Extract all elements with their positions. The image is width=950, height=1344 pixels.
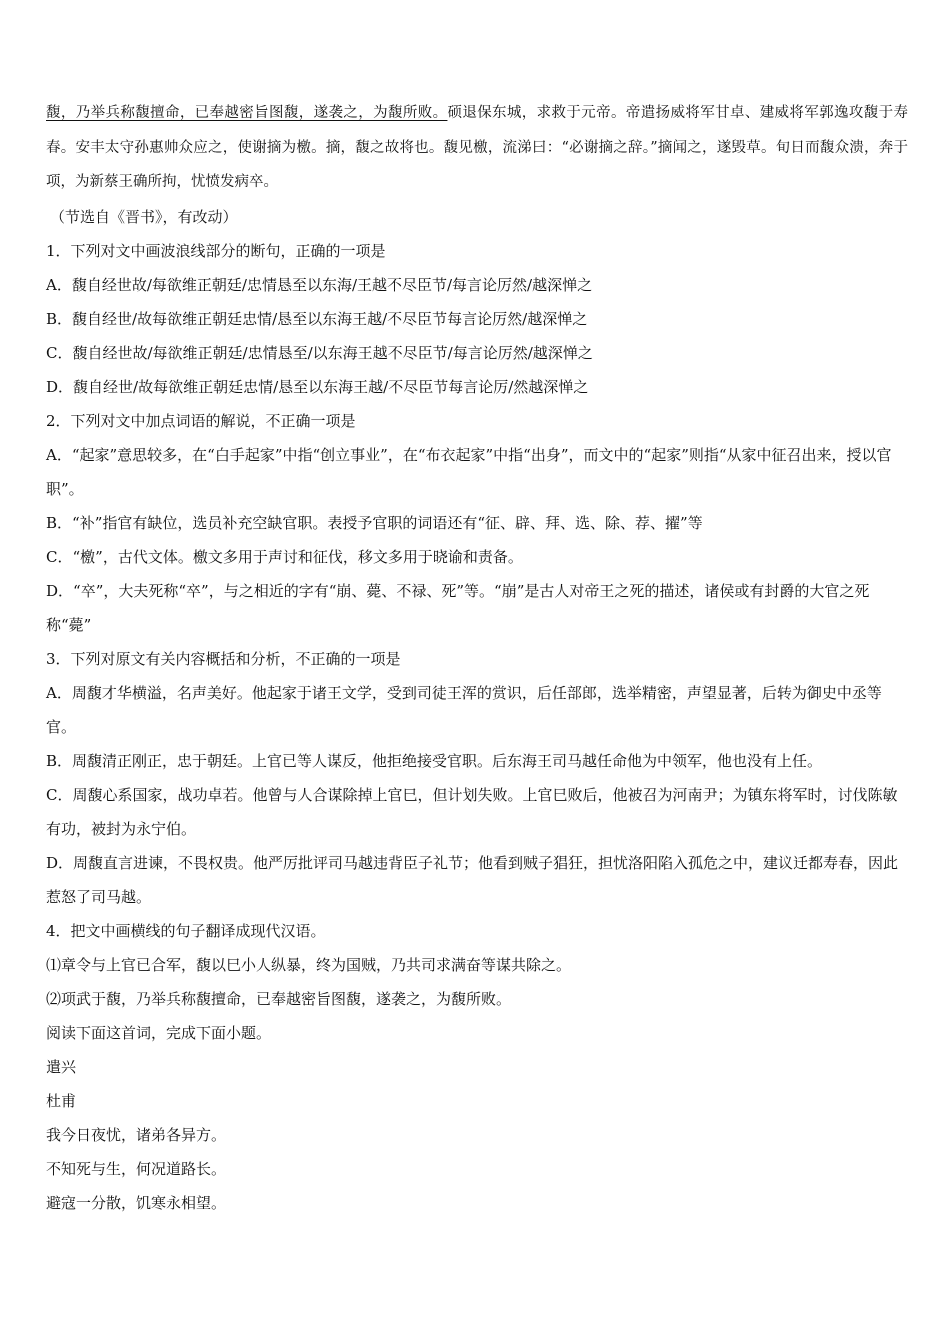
q4-stem: 4．把文中画横线的句子翻译成现代汉语。 [46,921,326,940]
q1-option-b: B．馥自经世/故每欲维正朝廷忠情/恳至以东海王越/不尽臣节每言论厉然/越深惮之 [46,309,588,328]
q1-option-d: D．馥自经世/故每欲维正朝廷忠情/恳至以东海王越/不尽臣节每言论厉/然越深惮之 [46,377,589,396]
underlined-sentence: 馥，乃举兵称馥擅命，已奉越密旨图馥，遂袭之，为馥所败。 [46,105,448,121]
q3-stem: 3．下列对原文有关内容概括和分析，不正确的一项是 [46,649,401,668]
poem-line: 避寇一分散，饥寒永相望。 [46,1193,227,1212]
q1-stem: 1．下列对文中画波浪线部分的断句，正确的一项是 [46,241,386,260]
q2-option-d: D．“卒”，大夫死称“卒”，与之相近的字有“崩、薨、不禄、死”等。“崩”是古人对帝王之死的描述，诸侯或有封爵的大官之死称“薨” [46,581,870,634]
poem-title: 遣兴 [46,1057,77,1076]
q4-sentence-2: ⑵项武于馥，乃举兵称馥擅命，已奉越密旨图馥，遂袭之，为馥所败。 [46,989,512,1008]
q3-option-b: B．周馥清正刚正，忠于朝廷。上官已等人谋反，他拒绝接受官职。后东海王司马越任命他为中领军，他也没有上任。 [46,751,823,770]
passage-source: （节选自《晋书》，有改动） [50,207,238,226]
passage-rest: 馥于寿春。安丰太守孙惠帅众应之，使谢摘为檄。摘，馥之故将也。馥见檄，流涕曰：“必谢摘之辞。”摘闻之，遂毁草。旬日而馥众溃，奔于项，为新蔡王确所拘，忧愤发病卒。 [46,105,909,190]
poem-intro: 阅读下面这首词，完成下面小题。 [46,1023,272,1042]
q3-option-a: A．周馥才华横溢，名声美好。他起家于诸王文学，受到司徒王浑的赏识，后任部郎，选举精密，声望显著，后转为御史中丞等官。 [46,683,882,736]
poem-author: 杜甫 [46,1091,77,1110]
q4-sentence-1: ⑴章令与上官已合军，馥以巳小人纵暴，终为国贼，乃共司求满奋等谋共除之。 [46,955,572,974]
poem-line: 我今日夜忧，诸弟各异方。 [46,1125,227,1144]
q2-stem: 2．下列对文中加点词语的解说，不正确一项是 [46,411,356,430]
q1-option-a: A．馥自经世故/每欲维正朝廷/忠情恳至以东海/王越不尽臣节/每言论厉然/越深惮之 [46,275,593,294]
q3-option-d: D．周馥直言进谏，不畏权贵。他严厉批评司马越违背臣子礼节；他看到贼子猖狂，担忧洛阳陷入孤危之中，建议迁都寿春，因此惹怒了司马越。 [46,853,899,906]
passage-text [46,96,908,200]
q2-option-a: A．“起家”意思较多，在“白手起家”中指“创立事业”，在“布衣起家”中指“出身”，而文中的“起家”则指“从家中征召出来，授以官职”。 [46,445,892,498]
document-content [46,96,908,1220]
q2-option-c: C．“檄”，古代文体。檄文多用于声讨和征伐，移文多用于晓谕和责备。 [46,547,523,566]
q3-option-c: C．周馥心系国家，战功卓若。他曾与人合谋除掉上官巳，但计划失败。上官巳败后，他被召为河南尹；为镇东将军时，讨伐陈敏有功，被封为永宁伯。 [46,785,898,838]
poem-line: 不知死与生，何况道路长。 [46,1159,227,1178]
q2-option-b: B．“补”指官有缺位，选员补充空缺官职。表授予官职的词语还有“征、辟、拜、选、除、荐、擢”等 [46,513,703,532]
q1-option-c: C．馥自经世故/每欲维正朝廷/忠情恳至/以东海王越不尽臣节/每言论厉然/越深惮之 [46,343,593,362]
passage-line1-rest: 硕退保东城，求救于元帝。帝遣扬威将军甘卓、建威将军郭逸攻 [447,105,864,121]
